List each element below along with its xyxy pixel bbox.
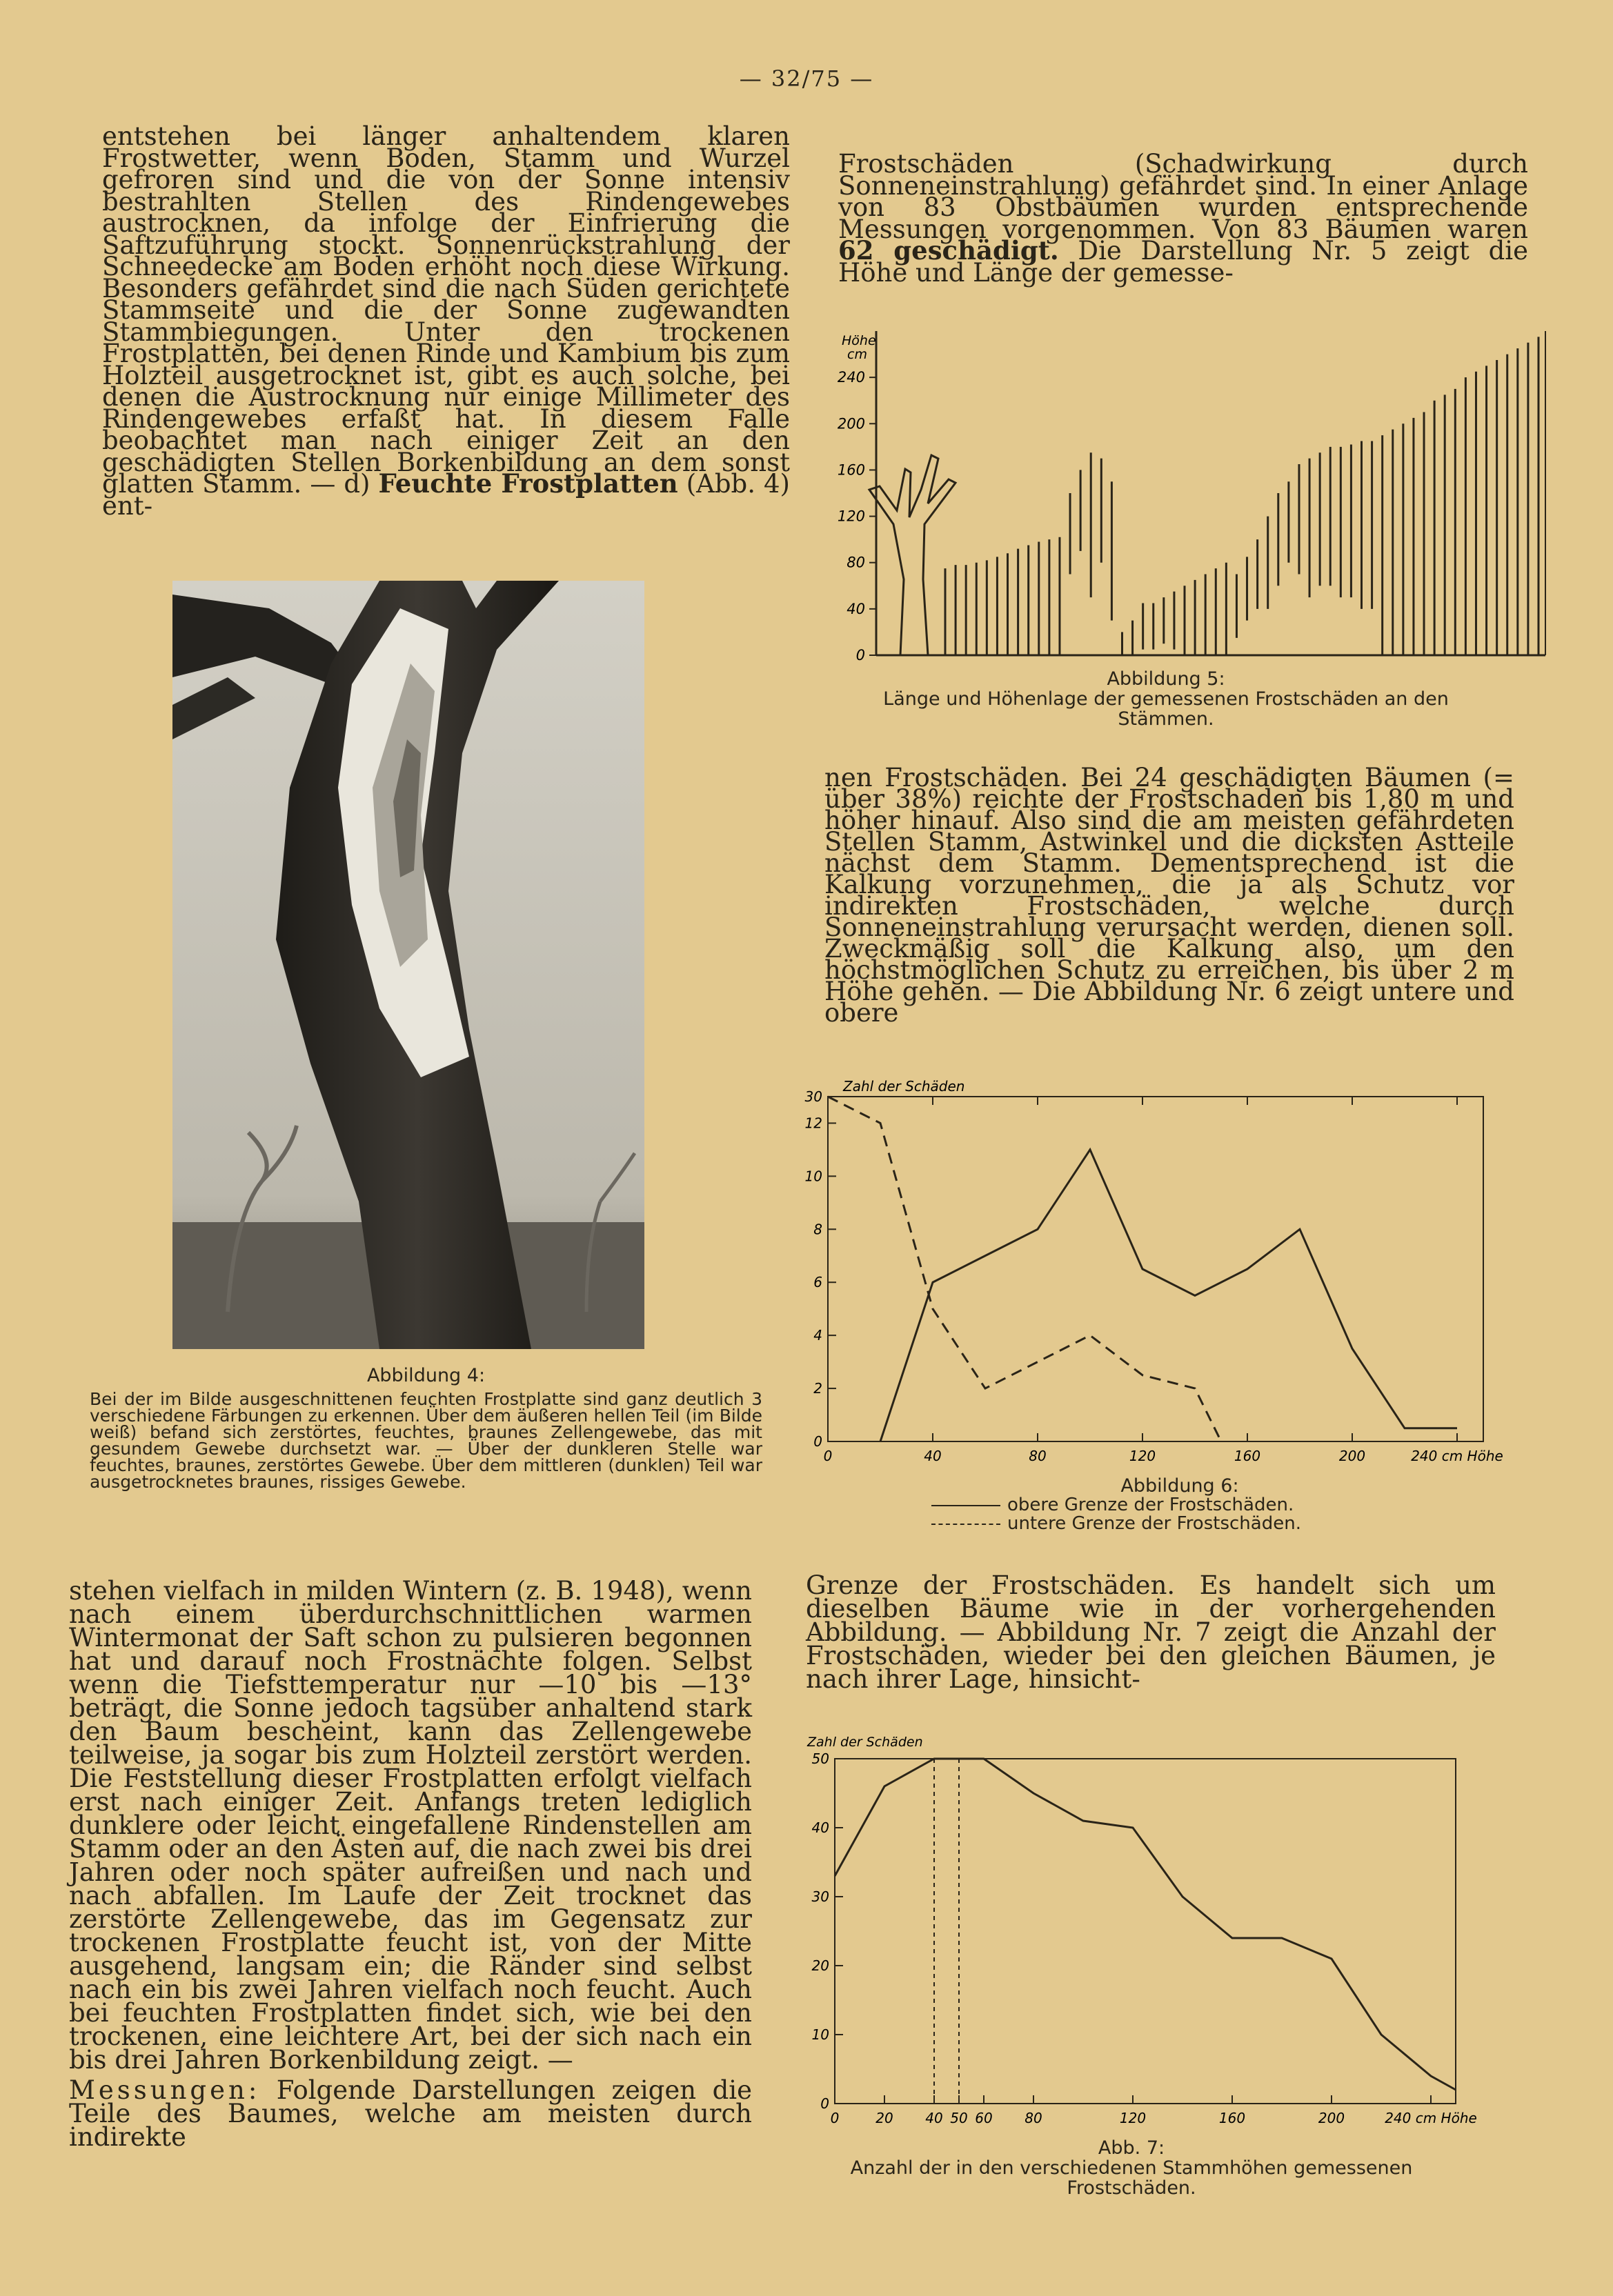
tree-trunk-photo — [172, 581, 644, 1349]
y-axis-label: Höhe — [842, 333, 876, 348]
left-paragraph-1-text: entstehen bei länger anhaltendem klaren Frostwetter, wenn Boden, Stamm und Wurzel gefroren sind und die von der Sonne intensiv bestrahlten Stellen des Rindengewebes austrocknen, da infolge der Einfrierung die Saftzuführung stockt. Sonnenrückstrahlung der Schneedecke am Boden erhöht noch diese Wirkung. Besonders gefährdet sind die nach Süden gerichtete Stammseite und die der Sonne zugewandten Stammbiegungen. Unter den trockenen Frostplatten, bei denen Rinde und Kambium bis zum Holzteil ausgetrocknet ist, gibt es auch solche, bei denen die Austrocknung nur einige Millimeter des Rindengewebes erfaßt hat. In diesem Falle beobachtet man nach einiger Zeit an den geschädigten Stellen Borkenbildung an dem sonst glatten Stamm. — d) — [102, 121, 790, 499]
x-tick-label: 80 — [1025, 2110, 1042, 2126]
x-tick-label: 240 cm Höhe — [1385, 2110, 1477, 2126]
y-tick-label: 0 — [820, 2095, 829, 2112]
figure-7-title: Abb. 7: — [1098, 2137, 1165, 2159]
right-paragraph-1-text: Frostschäden (Schadwirkung durch Sonneneinstrahlung) gefährdet sind. In einer Anlage von 83 Obstbäumen wurden entsprechende Messungen vorgenommen. Von 83 Bäumen waren — [838, 149, 1528, 244]
y-tick-label: 20 — [811, 1957, 829, 1974]
figure-6-chart — [793, 1076, 1503, 1469]
x-tick-label: 40 — [925, 2110, 943, 2126]
y-tick-label: 120 — [837, 508, 865, 525]
plot-frame — [828, 1097, 1483, 1441]
figure-4-title: Abbildung 4: — [366, 1365, 486, 1386]
legend-lower — [931, 1515, 1442, 1533]
figure-5-title: Abbildung 5: — [1107, 668, 1225, 690]
left-paragraph-1-end: (Abb. 4) ent- — [102, 469, 790, 521]
y-tick-label: 12 — [804, 1115, 822, 1132]
y-tick-label: 4 — [813, 1327, 822, 1344]
legend-solid-line — [931, 1505, 1000, 1506]
lower-limit-line — [828, 1097, 1221, 1441]
y-tick-label: 0 — [813, 1433, 822, 1450]
figure-7-caption: Anzahl der in den verschiedenen Stammhöhen gemessenen Frostschäden. — [850, 2157, 1413, 2199]
left-paragraph-3-text: Folgende Darstellungen zeigen die Teile des Baumes, welche am meisten durch indirekte — [69, 2075, 752, 2152]
figure-5-caption-block — [849, 669, 1483, 729]
figure-5-chart — [828, 317, 1559, 676]
y-tick-label: 0 — [855, 647, 865, 663]
figure-6-legend — [931, 1496, 1442, 1533]
right-column-top — [838, 149, 1528, 288]
figure-6-title: Abbildung 6: — [1120, 1475, 1239, 1497]
damage-count-line — [835, 1759, 1456, 2090]
y-tick-label: 50 — [811, 1750, 829, 1767]
left-paragraph-1-bold: Feuchte Frostplatten — [378, 468, 678, 499]
y-tick-label: 6 — [813, 1274, 822, 1291]
left-column-top — [102, 121, 790, 521]
legend-upper — [931, 1496, 1442, 1515]
figure-7-caption-block — [800, 2138, 1463, 2198]
legend-dashed-line — [931, 1524, 1000, 1525]
x-tick-label: 240 cm Höhe — [1411, 1448, 1503, 1464]
figure-5-caption: Länge und Höhenlage der gemessenen Frostschäden an den Stämmen. — [883, 688, 1449, 730]
right-paragraph-1-bold: 62 geschädigt. — [838, 235, 1059, 266]
x-tick-label: 120 — [1119, 2110, 1147, 2126]
tree-icon — [869, 455, 956, 655]
x-tick-label: 200 — [1338, 1448, 1366, 1464]
y-axis-unit: cm — [847, 347, 867, 362]
right-paragraph-1 — [838, 149, 1528, 288]
right-paragraph-1-end: Die Darstellung Nr. 5 zeigt die Höhe und Länge der gemesse- — [838, 236, 1528, 288]
x-tick-label: 200 — [1318, 2110, 1345, 2126]
y-tick-label: 10 — [804, 1168, 822, 1185]
right-column-bottom — [806, 1570, 1496, 1694]
y-tick-label: 200 — [837, 415, 865, 432]
x-tick-label: 120 — [1129, 1448, 1156, 1464]
x-tick-label: 160 — [1234, 1448, 1261, 1464]
y-axis-label: Zahl der Schäden — [807, 1735, 923, 1750]
y-axis-label: Zahl der Schäden — [843, 1078, 965, 1095]
x-tick-label: 20 — [875, 2110, 893, 2126]
legend-upper-label: obere Grenze der Frostschäden. — [1007, 1495, 1294, 1515]
upper-limit-line — [880, 1150, 1457, 1441]
figure-4-caption-block — [90, 1366, 762, 1490]
x-tick-label: 0 — [830, 2110, 840, 2126]
figure-7-chart — [800, 1724, 1477, 2131]
right-paragraph-3: Grenze der Frostschäden. Es handelt sich um dieselben Bäume wie in der vorhergehenden Abbildung. — Abbildung Nr. 7 zeigt die Anzahl der Frostschäden, wieder bei den gleichen Bäumen, je nach ihrer Lage, hinsicht- — [806, 1570, 1496, 1694]
figure-4-photo — [172, 581, 644, 1349]
left-paragraph-3 — [69, 2075, 752, 2152]
y-tick-label: 8 — [813, 1221, 822, 1238]
y-tick-label: 40 — [847, 600, 865, 617]
y-tick-label: 160 — [837, 461, 865, 479]
right-paragraph-2: nen Frostschäden. Bei 24 geschädigten Bäumen (= über 38%) reichte der Frostschaden bis 1,80 m und höher hinauf. Also sind die am meisten gefährdeten Stellen Stamm, Astwinkel und die dicksten Astteile nächst dem Stamm. Dementsprechend ist die Kalkung vorzunehmen, die ja als Schutz vor indirekten Frostschäden, welche durch Sonneneinstrahlung verursacht werden, dienen soll. Zweckmäßig soll die Kalkung also, um den höchstmöglichen Schutz zu erreichen, bis über 2 m Höhe gehen. — Die Abbildung Nr. 6 zeigt untere und obere — [824, 763, 1514, 1028]
left-paragraph-1 — [102, 121, 790, 521]
legend-lower-label: untere Grenze der Frostschäden. — [1007, 1513, 1301, 1534]
y-tick-label: 30 — [804, 1088, 822, 1105]
left-paragraph-3-lead: Messungen: — [69, 2075, 261, 2105]
figure-6-caption-block — [918, 1476, 1442, 1533]
y-tick-label: 30 — [811, 1888, 829, 1905]
x-tick-label: 40 — [924, 1448, 942, 1464]
left-column-bottom — [69, 1576, 752, 2152]
x-tick-label: 80 — [1029, 1448, 1047, 1464]
x-tick-label: 60 — [975, 2110, 993, 2126]
page-number: — 32/75 — — [739, 66, 874, 92]
y-tick-label: 2 — [813, 1380, 822, 1397]
x-tick-label: 0 — [823, 1448, 833, 1464]
y-tick-label: 10 — [811, 2026, 829, 2043]
y-tick-label: 240 — [837, 369, 865, 386]
x-tick-label: 160 — [1218, 2110, 1246, 2126]
figure-4-caption: Bei der im Bilde ausgeschnittenen feuchten Frostplatte sind ganz deutlich 3 verschiedene Färbungen zu erkennen. Über dem äußeren hellen Teil (im Bilde weiß) befand sich zerstörtes, feuchtes, braunes Zellengewebe, das mit gesundem Gewebe durchsetzt war. — Über der dunkleren Stelle war feuchtes, braunes, zerstörtes Gewebe. Über dem mittleren (dunklen) Teil war ausgetrocknetes braunes, rissiges Gewebe. — [90, 1389, 762, 1492]
y-tick-label: 80 — [847, 554, 865, 571]
right-column-middle — [824, 763, 1514, 1028]
plot-frame — [835, 1759, 1456, 2104]
x-tick-label: 50 — [950, 2110, 968, 2126]
y-tick-label: 40 — [811, 1819, 829, 1836]
left-paragraph-2: stehen vielfach in milden Wintern (z. B. 1948), wenn nach einem überdurchschnittlichen warmen Wintermonat der Saft schon zu pulsieren begonnen hat und darauf noch Frostnächte folgen. Selbst wenn die Tiefsttemperatur nur —10 bis —13° beträgt, die Sonne jedoch tagsüber anhaltend stark den Baum bescheint, kann das Zellengewebe teilweise, ja sogar bis zum Holzteil zerstört werden. Die Feststellung dieser Frostplatten erfolgt vielfach erst nach einiger Zeit. Anfangs treten lediglich dunklere oder leicht eingefallene Rindenstellen am Stamm oder an den Ästen auf, die nach zwei bis drei Jahren oder noch später aufreißen und nach und nach abfallen. Im Laufe der Zeit trocknet das zerstörte Zellengewebe, das im Gegensatz zur trockenen Frostplatte feucht ist, von der Mitte ausgehend, langsam ein; die Ränder sind selbst nach ein bis zwei Jahren vielfach noch feucht. Auch bei feuchten Frostplatten findet sich, wie bei den trockenen, eine leichtere Art, bei der sich nach ein bis drei Jahren Borkenbildung zeigt. — — [69, 1576, 752, 2075]
